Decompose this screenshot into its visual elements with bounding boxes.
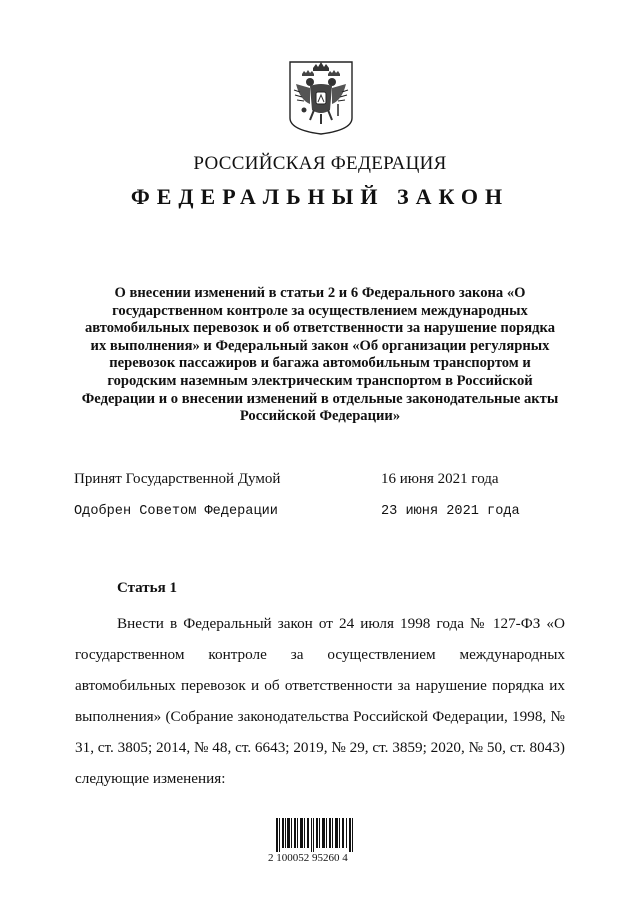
country-name: РОССИЙСКАЯ ФЕДЕРАЦИЯ	[193, 153, 447, 174]
state-emblem-icon	[288, 60, 354, 136]
article-text	[75, 608, 565, 794]
barcode-icon	[276, 818, 354, 852]
duma-date: 16 июня 2021 года	[381, 471, 499, 487]
article-heading: Статья 1	[117, 580, 177, 596]
council-label: Одобрен Советом Федерации	[74, 504, 278, 519]
duma-label: Принят Государственной Думой	[74, 471, 281, 487]
law-title: О внесении изменений в статьи 2 и 6 Федерального закона «О государственном контроле за осуществлением международных автомобильных перевозок и об ответственности за нарушение порядка их выполнения» и Федеральный закон «Об организации регулярных перевозок пассажиров и багажа автомобильным транспортом и городским наземным электрическим транспортом в Российской Федерации и о внесении изменений в отдельные законодательные акты Российской Федерации»	[81, 285, 559, 425]
council-date: 23 июня 2021 года	[381, 504, 520, 519]
document-type: ФЕДЕРАЛЬНЫЙ ЗАКОН	[130, 184, 510, 209]
barcode-number: 2 100052 95260 4	[268, 852, 348, 864]
article-paragraph: Внести в Федеральный закон от 24 июля 1998 года № 127-ФЗ «О государственном контроле за осуществлением международных автомобильных перевозок и об ответственности за нарушение порядка их выполнения» (Собрание законодательства Российской Федерации, 1998, № 31, ст. 3805; 2014, № 48, ст. 6643; 2019, № 29, ст. 3859; 2020, № 50, ст. 8043) следующие изменения:	[75, 615, 565, 787]
